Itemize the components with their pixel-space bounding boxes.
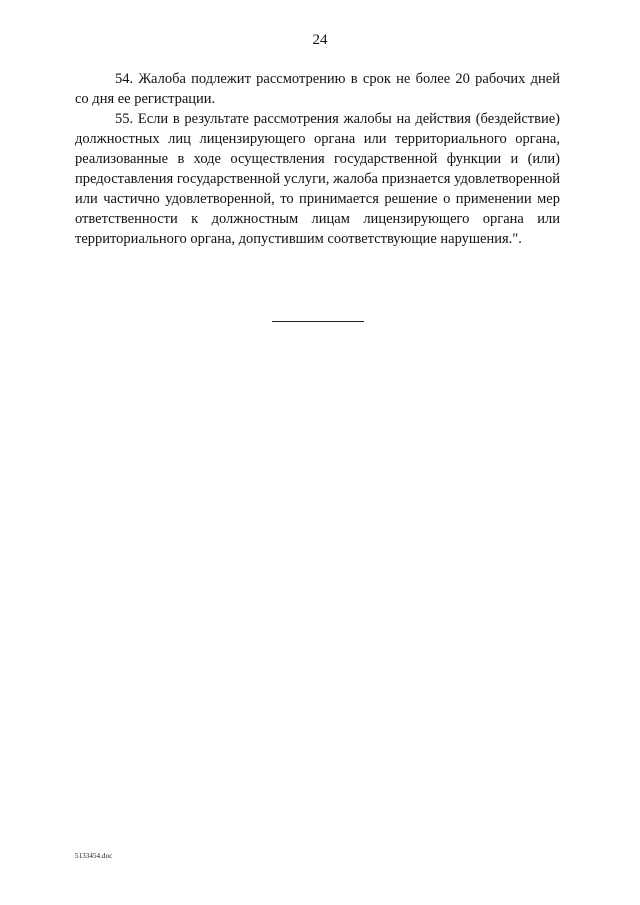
paragraph-55: 55. Если в результате рассмотрения жалобы на действия (бездействие) должностных лиц лицензирующего органа или территориального органа, реализованные в ходе осуществления государственной функции и (или) предоставления государственной услуги, жалоба признается удовлетворенной или частично удовлетворенной, то принимается решение о применении мер ответственности к должностным лицам лицензирующего органа или территориального органа, допустившим соответствующие нарушения.".: [75, 111, 560, 247]
document-code: 5133454.doc: [75, 852, 113, 860]
document-body: [75, 69, 560, 249]
paragraph-54: 54. Жалоба подлежит рассмотрению в срок не более 20 рабочих дней со дня ее регистрации.: [75, 71, 560, 107]
end-separator-line: [272, 321, 364, 322]
page-number: 24: [312, 32, 328, 48]
